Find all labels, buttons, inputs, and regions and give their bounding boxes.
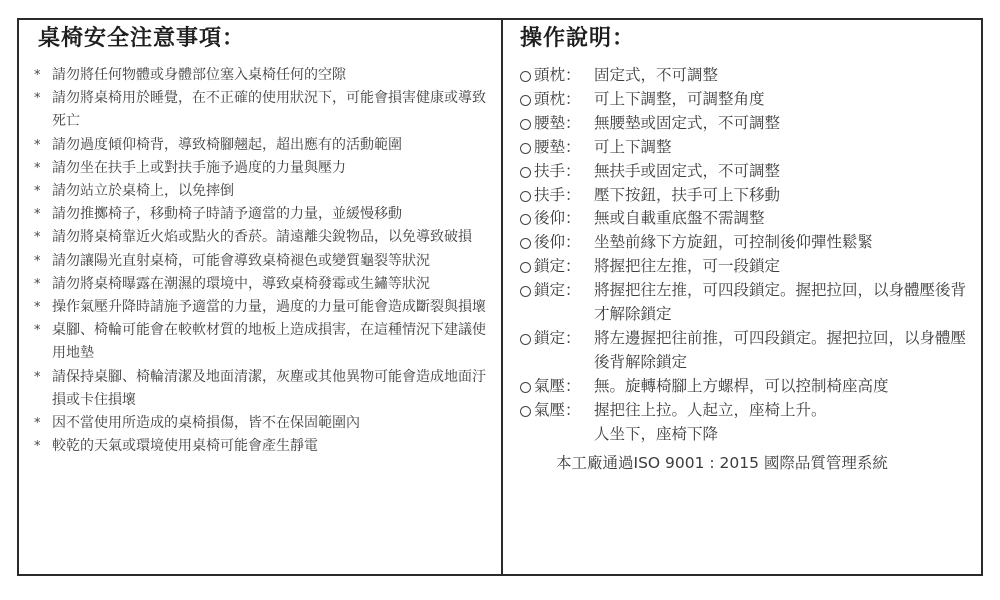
asterisk-bullet-icon: * xyxy=(34,323,41,339)
iso-certification: 本工廠通過ISO 9001 : 2015 國際品質管理系統 xyxy=(556,453,888,472)
safety-notes-list xyxy=(30,64,496,458)
safety-note xyxy=(30,412,496,435)
operation-item xyxy=(520,231,980,255)
operation-item xyxy=(520,207,980,231)
operation-item xyxy=(520,375,980,399)
operation-item xyxy=(520,88,980,112)
safety-note-text: 請勿將任何物體或身體部位塞入桌椅任何的空隙 xyxy=(52,67,346,83)
asterisk-bullet-icon: * xyxy=(34,184,41,200)
circle-bullet-icon xyxy=(520,382,531,393)
operation-label: 頭枕： xyxy=(534,66,581,84)
operation-text: 將握把往左推，可四段鎖定。握把拉回，以身體壓後背才解除鎖定 xyxy=(594,281,967,324)
safety-notes-panel xyxy=(30,22,496,458)
operation-title: 操作說明： xyxy=(520,26,636,51)
operation-item xyxy=(520,136,980,160)
operation-label: 扶手： xyxy=(534,161,581,180)
asterisk-bullet-icon: * xyxy=(34,300,41,316)
asterisk-bullet-icon: * xyxy=(34,160,41,176)
operation-label: 鎖定： xyxy=(534,281,581,300)
operation-label: 氣壓： xyxy=(534,400,581,419)
operation-label: 扶手： xyxy=(534,185,581,204)
safety-note xyxy=(30,296,496,319)
operation-item xyxy=(520,160,980,184)
safety-note xyxy=(30,226,496,249)
column-divider xyxy=(501,18,503,576)
safety-note-text: 請勿站立於桌椅上，以免摔倒 xyxy=(52,183,234,200)
operation-item xyxy=(520,184,980,208)
safety-note xyxy=(30,273,496,296)
safety-note-text: 較乾的天氣或環境使用桌椅可能會產生靜電 xyxy=(52,438,318,455)
operation-continuation: 人坐下，座椅下降 xyxy=(594,424,719,443)
circle-bullet-icon xyxy=(520,214,531,225)
safety-note-text: 請保持桌腳、椅輪清潔及地面清潔，灰塵或其他異物可能會造成地面汙損或卡住損壞 xyxy=(52,368,486,408)
asterisk-bullet-icon: * xyxy=(34,253,41,269)
safety-note xyxy=(30,87,496,133)
safety-note xyxy=(30,157,496,180)
circle-bullet-icon xyxy=(520,95,531,106)
asterisk-bullet-icon: * xyxy=(34,207,41,223)
safety-note-text: 請勿推擲椅子，移動椅子時請予適當的力量，並緩慢移動 xyxy=(52,206,402,223)
asterisk-bullet-icon: * xyxy=(34,439,41,455)
operation-item xyxy=(520,255,980,279)
safety-note-text: 因不當使用所造成的桌椅損傷，皆不在保固範圍內 xyxy=(52,415,360,432)
operation-label: 腰墊： xyxy=(534,113,581,132)
safety-note-text: 桌腳、椅輪可能會在較軟材質的地板上造成損害，在這種情況下建議使用地墊 xyxy=(52,322,486,362)
circle-bullet-icon xyxy=(520,119,531,130)
asterisk-bullet-icon: * xyxy=(34,91,41,107)
operation-text: 可上下調整，可調整角度 xyxy=(594,89,765,108)
safety-note xyxy=(30,366,496,412)
operation-label: 氣壓： xyxy=(534,376,581,395)
operation-text: 壓下按鈕，扶手可上下移動 xyxy=(594,185,781,204)
circle-bullet-icon xyxy=(520,143,531,154)
operation-label: 後仰： xyxy=(534,209,581,228)
operation-label: 鎖定： xyxy=(534,257,581,276)
operation-text: 將左邊握把往前推，可四段鎖定。握把拉回，以身體壓後背解除鎖定 xyxy=(594,328,967,371)
circle-bullet-icon xyxy=(520,167,531,178)
circle-bullet-icon xyxy=(520,286,531,297)
safety-note xyxy=(30,319,496,365)
safety-note-text: 請勿過度傾仰椅背，導致椅腳翹起，超出應有的活動範圍 xyxy=(52,136,402,153)
safety-note-text: 請勿將桌椅曝露在潮濕的環境中，導致桌椅發霉或生鏽等狀況 xyxy=(52,275,430,292)
circle-bullet-icon xyxy=(520,71,531,82)
safety-note xyxy=(30,435,496,458)
operation-item xyxy=(520,112,980,136)
asterisk-bullet-icon: * xyxy=(34,369,41,385)
operation-text: 無扶手或固定式，不可調整 xyxy=(594,161,781,180)
circle-bullet-icon xyxy=(520,406,531,417)
operation-label: 鎖定： xyxy=(534,328,581,347)
safety-note xyxy=(30,64,496,87)
operation-text: 無或自載重底盤不需調整 xyxy=(594,209,765,228)
operation-label: 腰墊： xyxy=(534,137,581,156)
operation-item xyxy=(520,327,980,375)
operation-item xyxy=(520,64,980,88)
safety-note xyxy=(30,180,496,203)
asterisk-bullet-icon: * xyxy=(34,416,41,432)
safety-note-text: 請勿將桌椅靠近火焰或點火的香菸。請遠離尖銳物品，以免導致破損 xyxy=(52,229,472,246)
operation-text: 坐墊前緣下方旋鈕，可控制後仰彈性鬆緊 xyxy=(594,233,874,252)
asterisk-bullet-icon: * xyxy=(34,68,41,83)
operation-item xyxy=(520,399,980,423)
safety-note-text: 操作氣壓升降時請施予適當的力量，過度的力量可能會造成斷裂與損壞 xyxy=(52,299,486,316)
safety-note xyxy=(30,134,496,157)
operation-label: 頭枕： xyxy=(534,89,581,108)
safety-note-text: 請勿將桌椅用於睡覺，在不正確的使用狀況下，可能會損害健康或導致死亡 xyxy=(52,90,486,130)
operation-text: 可上下調整 xyxy=(594,137,672,156)
safety-note-text: 請勿讓陽光直射桌椅，可能會導致桌椅褪色或變質龜裂等狀況 xyxy=(52,252,430,269)
safety-note-text: 請勿坐在扶手上或對扶手施予過度的力量與壓力 xyxy=(52,159,346,176)
operation-list xyxy=(520,64,980,423)
operation-text: 無腰墊或固定式，不可調整 xyxy=(594,113,781,132)
circle-bullet-icon xyxy=(520,334,531,345)
asterisk-bullet-icon: * xyxy=(34,230,41,246)
operation-text: 固定式，不可調整 xyxy=(594,66,719,84)
operation-label: 後仰： xyxy=(534,233,581,252)
asterisk-bullet-icon: * xyxy=(34,276,41,292)
safety-note xyxy=(30,250,496,273)
circle-bullet-icon xyxy=(520,262,531,273)
operation-text: 無。旋轉椅腳上方螺桿，可以控制椅座高度 xyxy=(594,376,889,395)
operation-item xyxy=(520,279,980,327)
asterisk-bullet-icon: * xyxy=(34,137,41,153)
safety-notes-title: 桌椅安全注意事項： xyxy=(38,26,246,51)
circle-bullet-icon xyxy=(520,191,531,202)
circle-bullet-icon xyxy=(520,238,531,249)
safety-note xyxy=(30,203,496,226)
operation-panel xyxy=(520,22,980,475)
operation-text: 將握把往左推，可一段鎖定 xyxy=(594,257,781,276)
operation-text: 握把往上拉。人起立，座椅上升。 xyxy=(594,400,827,419)
